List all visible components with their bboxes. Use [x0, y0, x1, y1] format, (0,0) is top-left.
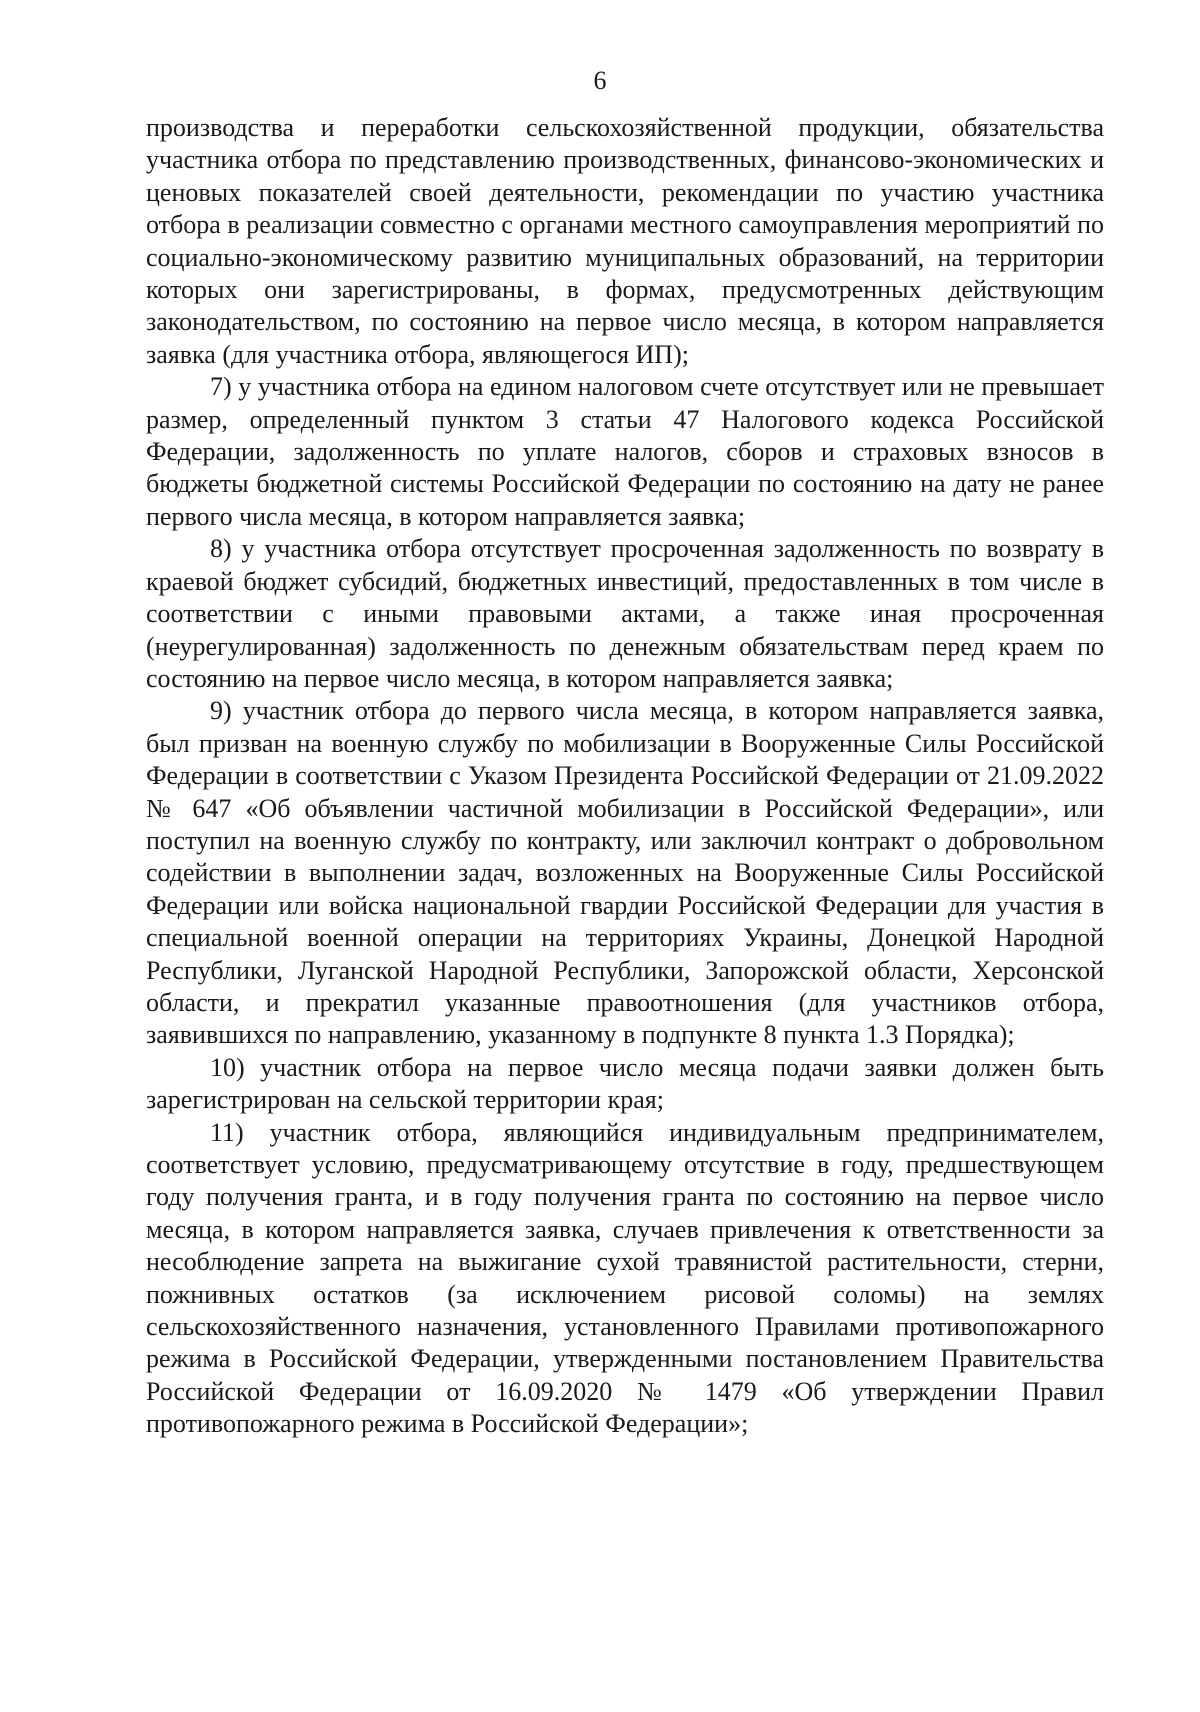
paragraph-item-8: 8) у участника отбора отсутствует просроченная задолженность по возврату в краевой бюджет субсидий, бюджетных инвестиций, предоставленных в том числе в соответствии с иными правовыми актами, а также иная просроченная (неурегулированная) задолженность по денежным обязательствам перед краем по состоянию на первое число месяца, в котором направляется заявка; [146, 534, 1104, 693]
paragraph-item-9: 9) участник отбора до первого числа месяца, в котором направляется заявка, был призван на военную службу по мобилизации в Вооруженные Силы Российской Федерации в соответствии с Указом Президента Российской Федерации от 21.09.2022 № 647 «Об объявлении частичной мобилизации в Российской Федерации», или поступил на военную службу по контракту, или заключил контракт о добровольном содействии в выполнении задач, возложенных на Вооруженные Силы Российской Федерации или войска национальной гвардии Российской Федерации для участия в специальной военной операции на территориях Украины, Донецкой Народной Республики, Луганской Народной Республики, Запорожской области, Херсонской области, и прекратил указанные правоотношения (для участников отбора, заявившихся по направлению, указанному в подпункте 8 пункта 1.3 Порядка); [146, 696, 1104, 1050]
paragraph-continuation: производства и переработки сельскохозяйственной продукции, обязательства участника отбора по представлению производственных, финансово-экономических и ценовых показателей своей деятельности, рекомендации по участию участника отбора в реализации совместно с органами местного самоуправления мероприятий по социально-экономическому развитию муниципальных образований, на территории которых они зарегистрированы, в формах, предусмотренных действующим законодательством, по состоянию на первое число месяца, в котором направляется заявка (для участника отбора, являющегося ИП); [146, 113, 1104, 369]
document-body [146, 112, 1104, 1441]
paragraph-item-10: 10) участник отбора на первое число месяца подачи заявки должен быть зарегистрирован на сельской территории края; [146, 1052, 1104, 1115]
paragraph-item-7: 7) у участника отбора на едином налоговом счете отсутствует или не превышает размер, определенный пунктом 3 статьи 47 Налогового кодекса Российской Федерации, задолженность по уплате налогов, сборов и страховых взносов в бюджеты бюджетной системы Российской Федерации по состоянию на дату не ранее первого числа месяца, в котором направляется заявка; [146, 372, 1104, 531]
page-number: 6 [593, 66, 607, 95]
paragraph-item-11: 11) участник отбора, являющийся индивидуальным предпринимателем, соответствует условию, предусматривающему отсутствие в году, предшествующем году получения гранта, и в году получения гранта по состоянию на первое число месяца, в котором направляется заявка, случаев привлечения к ответственности за несоблюдение запрета на выжигание сухой травянистой растительности, стерни, пожнивных остатков (за исключением рисовой соломы) на землях сельскохозяйственного назначения, установленного Правилами противопожарного режима в Российской Федерации, утвержденными постановлением Правительства Российской Федерации от 16.09.2020 № 1479 «Об утверждении Правил противопожарного режима в Российской Федерации»; [146, 1117, 1104, 1439]
